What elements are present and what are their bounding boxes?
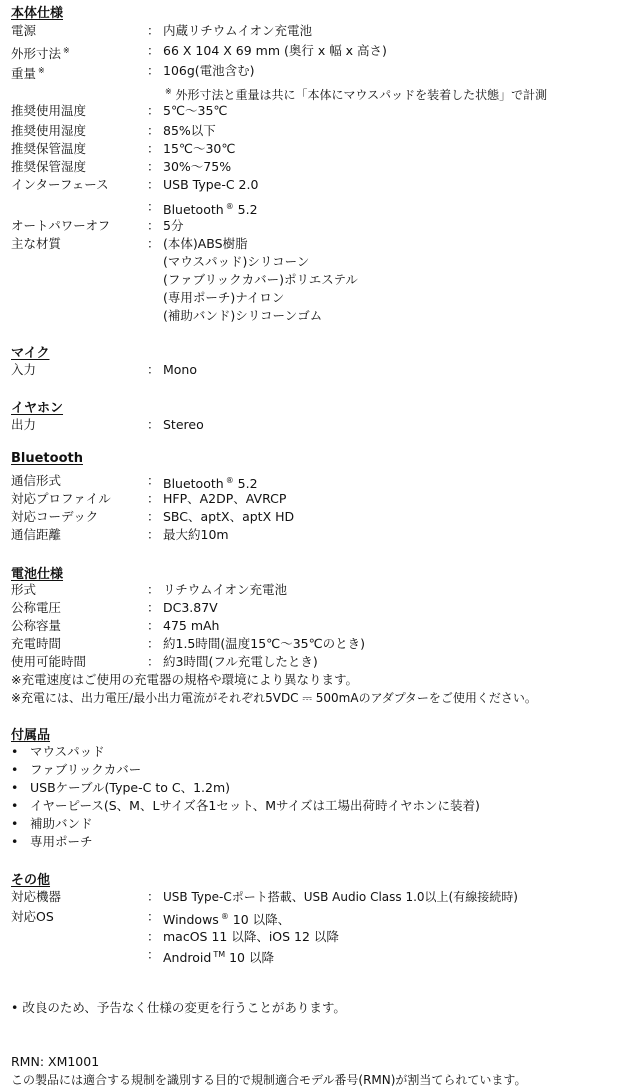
spec-label: 通信形式 xyxy=(11,473,62,488)
spec-value: Windows ® 10 以降、 xyxy=(163,912,291,927)
spec-value: Mono xyxy=(163,362,198,377)
spec-label: 主な材質 xyxy=(11,236,62,251)
colon: ： xyxy=(147,654,160,669)
spec-value: リチウムイオン充電池 xyxy=(163,582,288,597)
colon: ： xyxy=(147,909,160,924)
spec-value: DC3.87V xyxy=(163,600,218,615)
spec-label: 推奨使用温度 xyxy=(11,103,87,118)
spec-label: 公称容量 xyxy=(11,618,62,633)
spec-label: 電源 xyxy=(11,23,37,38)
registered-mark: ® xyxy=(225,202,234,211)
colon: ： xyxy=(147,362,160,377)
spec-label: 充電時間 xyxy=(11,636,62,651)
rmn-line: RMN: XM1001 xyxy=(11,1054,100,1069)
spec-label: 対応コーデック xyxy=(11,509,99,524)
colon: ： xyxy=(147,618,160,633)
section-title-earphone: イヤホン xyxy=(11,401,64,416)
section-title-bluetooth: Bluetooth xyxy=(11,451,83,466)
spec-label: 入力 xyxy=(11,362,37,377)
disclaimer: • 改良のため、予告なく仕様の変更を行うことがあります。 xyxy=(11,1000,346,1015)
battery-note: ※充電速度はご使用の充電器の規格や環境により異なります。 xyxy=(11,672,358,687)
spec-label: 公称電圧 xyxy=(11,600,62,615)
registered-mark: ® xyxy=(225,476,234,485)
colon: ： xyxy=(147,491,160,506)
colon: ： xyxy=(147,23,160,38)
colon: ： xyxy=(147,43,160,58)
spec-value: 30%～75% xyxy=(163,159,232,174)
colon: ： xyxy=(147,527,160,542)
spec-label: 出力 xyxy=(11,417,37,432)
battery-note: ※充電には、出力電圧/最小出力電流がそれぞれ5VDC ⎓ 500mAのアダプターをご使用ください。 xyxy=(11,691,537,705)
spec-label: インターフェース xyxy=(11,177,109,192)
spec-value: 66 X 104 X 69 mm (奥行 x 幅 x 高さ) xyxy=(163,43,387,58)
colon: ： xyxy=(147,159,160,174)
spec-label: オートパワーオフ xyxy=(11,218,111,233)
colon: ： xyxy=(147,218,160,233)
rmn-note: この製品には適合する規制を識別する目的で規制適合モデル番号(RMN)が割当てられています。 xyxy=(11,1073,527,1087)
colon: ： xyxy=(147,509,160,524)
colon: ： xyxy=(147,473,160,488)
spec-value: USB Type-Cポート搭載、USB Audio Class 1.0以上(有線接続時) xyxy=(163,890,518,904)
spec-sheet: 本体仕様 電源 ： 内蔵リチウムイオン充電池 外形寸法 ※ ： 66 X 104 X 69 mm (奥行 x 幅 x 高さ) 重量 ※ ： 106g(電池含む) ※ 外形寸法と重量は共に「本体にマウスパッドを装着した状態」で計測 推奨使用温度 ： 5℃～35℃ 推奨使用湿度 ： 85%以下 推奨保管温度 ： 15℃～30℃ 推奨保管湿度 ： 30%～75% インターフェース ： USB Type-C 2.0 ： Bluetooth ® 5.2 オートパワーオフ ： 5分 主な材質 ： (本体)ABS樹脂 (マウスパッド)シリコーン (ファブリックカバー)ポリエステル (専用ポーチ)ナイロン (補助バンド)シリコーンゴム マイク 入力 ： Mono イヤホン 出力 ： Stereo Bluetooth 通信形式 ： Bluetooth ® 5.2 対応プロファイル ： HFP、A2DP、AVRCP 対応コーデック ： SBC、aptX、aptX HD 通信距離 ： 最大約10m 電池仕様 形式 ： リチウムイオン充電池 公称電圧 ： DC3.87V 公称容量 ： 475 mAh 充電時間 ： 約1.5時間(温度15℃～35℃のとき) 使用可能時間 ： 約3時間(フル充電したとき) ※充電速度はご使用の充電器の規格や環境により異なります。 ※充電には、出力電圧/最小出力電流がそれぞれ5VDC ⎓ 500mAのアダプターをご使用ください。 付属品 • マウスパッド • ファブリックカバー • USBケーブル(Type-C to C、1.2m) • イヤーピース(S、M、Lサイズ各1セット、Mサイズは工場出荷時イヤホンに装着) • 補助バンド • 専用ポーチ その他 対応機器 ： USB Type-Cポート搭載、USB Audio Class 1.0以上(有線接続時) 対応OS ： Windows ® 10 以降、 ： macOS 11 以降、iOS 12 以降 ： Android ™ 10 以降 • 改良のため、予告なく仕様の変更を行うことがあります。 RMN: XM1001 この製品には適合する規制を識別する目的で規制適合モデル番号(RMN)が割当てられています。 xyxy=(0,0,640,1088)
spec-value: 15℃～30℃ xyxy=(163,141,236,156)
colon: ： xyxy=(147,123,160,138)
spec-label: 推奨保管温度 xyxy=(11,141,87,156)
spec-value: Android ™ 10 以降 xyxy=(163,950,274,965)
spec-value: SBC、aptX、aptX HD xyxy=(163,509,295,524)
footnote-text: 外形寸法と重量は共に「本体にマウスパッドを装着した状態」で計測 xyxy=(175,88,548,102)
bullet-mark: • xyxy=(11,762,19,777)
spec-value: 約3時間(フル充電したとき) xyxy=(163,654,318,669)
colon: ： xyxy=(147,103,160,118)
spec-value: 106g(電池含む) xyxy=(163,63,255,78)
spec-label: 形式 xyxy=(11,582,37,597)
spec-label: 使用可能時間 xyxy=(11,654,87,669)
spec-value: 約1.5時間(温度15℃～35℃のとき) xyxy=(163,636,366,651)
colon: ： xyxy=(147,199,160,214)
spec-value: 5分 xyxy=(163,218,184,233)
spec-label: 推奨保管湿度 xyxy=(11,159,87,174)
colon: ： xyxy=(147,582,160,597)
spec-value: Bluetooth ® 5.2 xyxy=(163,476,258,491)
spec-label: 重量 xyxy=(11,66,37,81)
spec-label: 対応機器 xyxy=(11,889,62,904)
spec-value: Bluetooth ® 5.2 xyxy=(163,202,258,217)
footnote-mark: ※ xyxy=(63,46,70,55)
spec-value: (本体)ABS樹脂 xyxy=(163,236,248,251)
measurement-footnote xyxy=(163,83,547,104)
colon: ： xyxy=(147,600,160,615)
spec-label: 対応OS xyxy=(11,909,54,924)
spec-value: 最大約10m xyxy=(163,527,229,542)
bullet-mark: • xyxy=(11,780,19,795)
spec-label: 推奨使用湿度 xyxy=(11,123,87,138)
bullet-mark: • xyxy=(11,816,19,831)
section-title-battery: 電池仕様 xyxy=(11,567,64,582)
spec-value: 内蔵リチウムイオン充電池 xyxy=(163,23,313,38)
bullet-mark: • xyxy=(11,798,19,813)
spec-value: Stereo xyxy=(163,417,204,432)
registered-mark: ® xyxy=(220,912,229,921)
spec-value: 5℃～35℃ xyxy=(163,103,228,118)
footnote-mark: ※ xyxy=(165,87,172,96)
colon: ： xyxy=(147,236,160,251)
spec-label: 通信距離 xyxy=(11,527,62,542)
spec-value: 475 mAh xyxy=(163,618,220,633)
colon: ： xyxy=(147,63,160,78)
trademark-mark: TM xyxy=(213,950,226,959)
colon: ： xyxy=(147,177,160,192)
spec-label: 外形寸法 xyxy=(11,46,62,61)
colon: ： xyxy=(147,889,160,904)
colon: ： xyxy=(147,947,160,962)
spec-label: 対応プロファイル xyxy=(11,491,111,506)
spec-value: macOS 11 以降、iOS 12 以降 xyxy=(163,929,339,944)
colon: ： xyxy=(147,636,160,651)
bullet-mark: • xyxy=(11,744,19,759)
colon: ： xyxy=(147,141,160,156)
section-title-other: その他 xyxy=(11,873,51,888)
colon: ： xyxy=(147,929,160,944)
section-title-main-spec: 本体仕様 xyxy=(11,6,64,21)
colon: ： xyxy=(147,417,160,432)
spec-value: USB Type-C 2.0 xyxy=(163,177,259,192)
footnote-mark: ※ xyxy=(38,66,45,75)
section-title-mic: マイク xyxy=(11,346,50,361)
bullet-mark: • xyxy=(11,834,19,849)
spec-value: HFP、A2DP、AVRCP xyxy=(163,491,287,506)
spec-value: 85%以下 xyxy=(163,123,216,138)
section-title-accessories: 付属品 xyxy=(11,728,51,743)
